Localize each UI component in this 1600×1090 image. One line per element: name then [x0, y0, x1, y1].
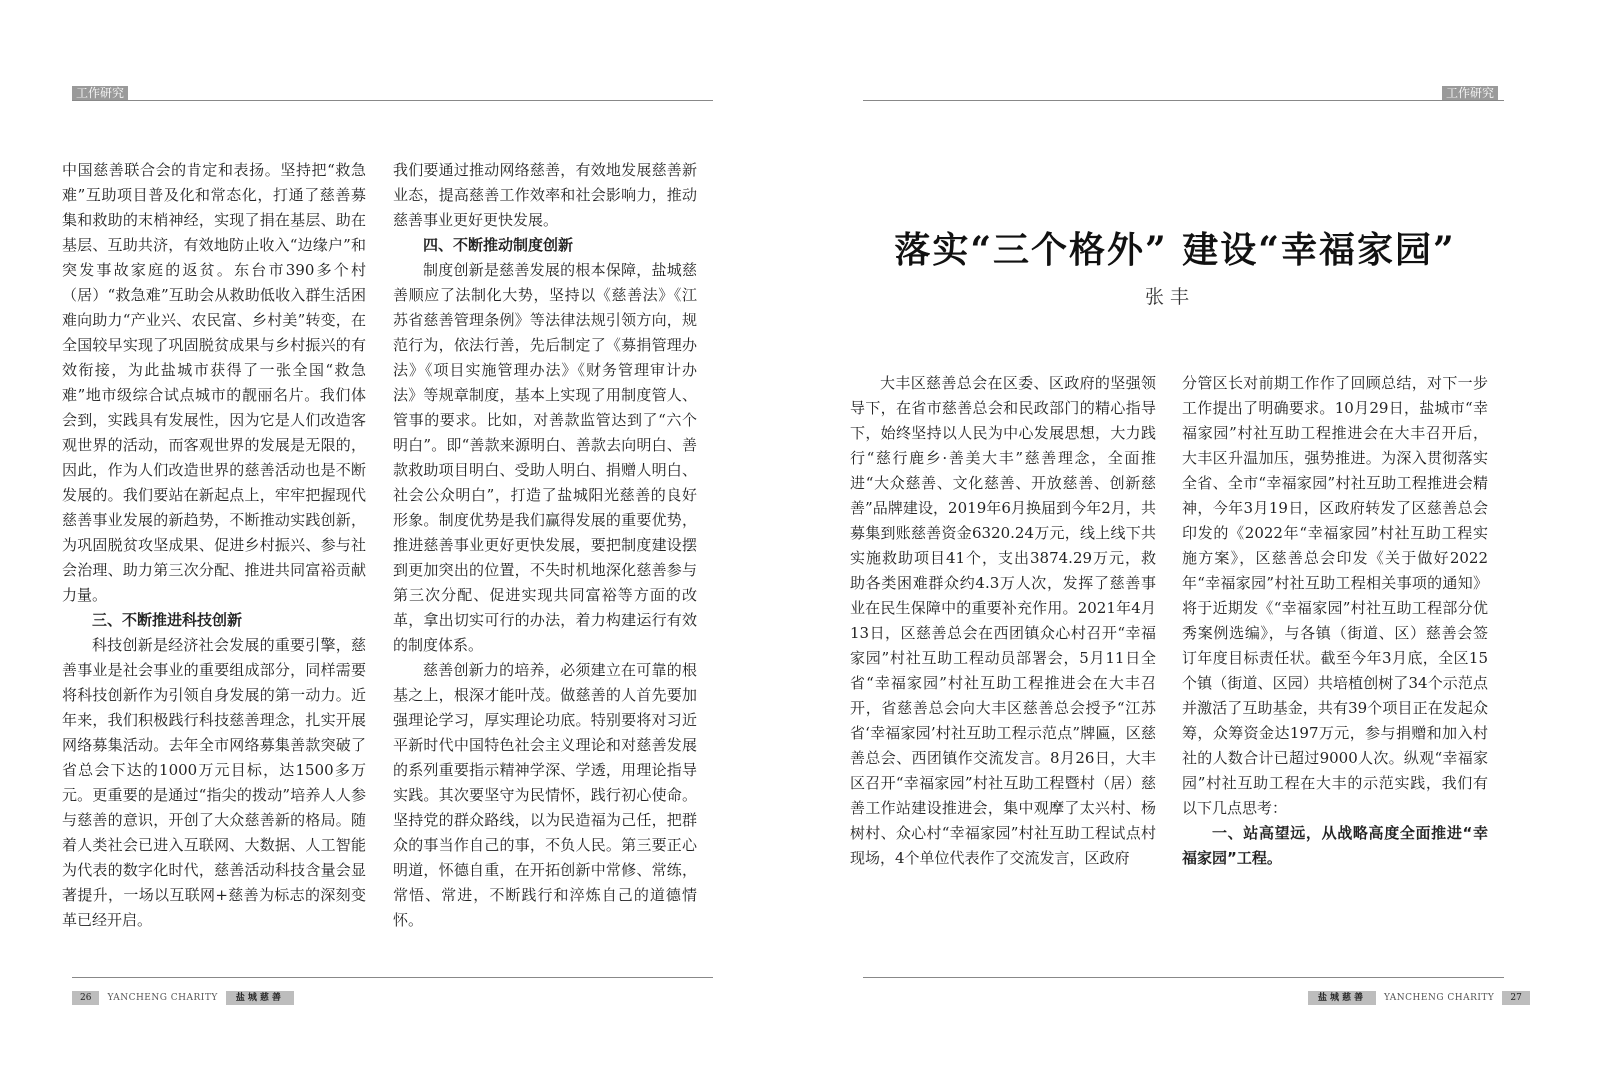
header-rule — [72, 100, 713, 101]
paragraph: 我们要通过推动网络慈善，有效地发展慈善新业态，提高慈善工作效率和社会影响力，推动慈善事业更好更快发展。 — [393, 161, 697, 229]
magazine-name-cn: 盐城慈善 — [1308, 991, 1376, 1005]
section-heading: 三、不断推进科技创新 — [92, 611, 243, 629]
footer-rule — [72, 977, 713, 978]
magazine-name-en: YANCHENG CHARITY — [107, 993, 218, 1003]
page-number: 26 — [72, 991, 99, 1005]
page-number: 27 — [1502, 991, 1529, 1005]
paragraph: 大丰区慈善总会在区委、区政府的坚强领导下，在省市慈善总会和民政部门的精心指导下，始终坚持以人民为中心发展思想，大力践行“慈行鹿乡·善美大丰”慈善理念，全面推进“大众慈善、文化慈善、开放慈善、创新慈善”品牌建设，2019年6月换届到今年2月，共募集到账慈善资金6320.24万元，线上线下共实施救助项目41个，支出3874.29万元，救助各类困难群众约4.3万人次，发挥了慈善事业在民生保障中的重要补充作用。2021年4月13日，区慈善总会在西团镇众心村召开“幸福家园”村社互助工程动员部署会，5月11日全省“幸福家园”村社互助工程推进会在大丰召开，省慈善总会向大丰区慈善总会授予“江苏省‘幸福家园’村社互助工程示范点”牌匾，区慈善总会、西团镇作交流发言。8月26日，大丰区召开“幸福家园”村社互助工程暨村（居）慈善工作站建设推进会，集中观摩了太兴村、杨树村、众心村“幸福家园”村社互助工程试点村现场，4个单位代表作了交流发言，区政府 — [850, 374, 1156, 867]
section-tag: 工作研究 — [72, 86, 128, 100]
article-title: 落实“三个格外” 建设“幸福家园” — [894, 229, 1456, 271]
footer — [72, 991, 294, 1005]
footer-rule — [863, 977, 1504, 978]
magazine-name-cn: 盐城慈善 — [226, 991, 294, 1005]
footer — [1308, 991, 1530, 1005]
paragraph: 科技创新是经济社会发展的重要引擎，慈善事业是社会事业的重要组成部分，同样需要将科技创新作为引领自身发展的第一动力。近年来，我们积极践行科技慈善理念，扎实开展网络募集活动。去年全市网络募集善款突破了省总会下达的1000万元目标，达1500多万元。更重要的是通过“指尖的拨动”培养人人参与慈善的意识，开创了大众慈善新的格局。随着人类社会已进入互联网、大数据、人工智能为代表的数字化时代，慈善活动科技含量会显著提升，一场以互联网+慈善为标志的深刻变革已经开启。 — [62, 636, 366, 929]
paragraph: 中国慈善联合会的肯定和表扬。坚持把“救急难”互助项目普及化和常态化，打通了慈善募集和救助的末梢神经，实现了捐在基层、助在基层、互助共济，有效地防止收入“边缘户”和突发事故家庭的返贫。东台市390多个村（居）“救急难”互助会从救助低收入群生活困难向助力“产业兴、农民富、乡村美”转变，在全国较早实现了巩固脱贫成果与乡村振兴的有效衔接，为此盐城市获得了一张全国“救急难”地市级综合试点城市的靓丽名片。我们体会到，实践具有发展性，因为它是人们改造客观世界的活动，而客观世界的发展是无限的，因此，作为人们改造世界的慈善活动也是不断发展的。我们要站在新起点上，牢牢把握现代慈善事业发展的新趋势，不断推动实践创新，为巩固脱贫攻坚成果、促进乡村振兴、参与社会治理、助力第三次分配、推进共同富裕贡献力量。 — [62, 161, 366, 604]
magazine-name-en: YANCHENG CHARITY — [1384, 993, 1495, 1003]
right-page — [800, 0, 1600, 1090]
left-column-1 — [62, 158, 366, 933]
section-heading: 一、站高望远，从战略高度全面推进“幸福家园”工程。 — [1182, 824, 1488, 867]
section-heading: 四、不断推动制度创新 — [423, 236, 574, 254]
right-column-2 — [1182, 371, 1488, 871]
right-column-1 — [850, 371, 1156, 871]
article-author: 张丰 — [1144, 286, 1195, 308]
section-tag: 工作研究 — [1442, 86, 1498, 100]
header-rule — [863, 100, 1504, 101]
paragraph: 制度创新是慈善发展的根本保障，盐城慈善顺应了法制化大势，坚持以《慈善法》《江苏省慈善管理条例》等法律法规引领方向，规范行为，依法行善，先后制定了《募捐管理办法》《项目实施管理办法》《财务管理审计办法》等规章制度，基本上实现了用制度管人、管事的要求。比如，对善款监管达到了“六个明白”。即“善款来源明白、善款去向明白、善款救助项目明白、受助人明白、捐赠人明白、社会公众明白”，打造了盐城阳光慈善的良好形象。制度优势是我们赢得发展的重要优势，推进慈善事业更好更快发展，要把制度建设摆到更加突出的位置，不失时机地深化慈善参与第三次分配、促进实现共同富裕等方面的改革，拿出切实可行的办法，着力构建运行有效的制度体系。 — [393, 261, 697, 654]
left-column-2 — [393, 158, 697, 933]
paragraph: 分管区长对前期工作作了回顾总结，对下一步工作提出了明确要求。10月29日，盐城市“幸福家园”村社互助工程推进会在大丰召开后，大丰区升温加压，强势推进。为深入贯彻落实全省、全市“幸福家园”村社互助工程推进会精神，今年3月19日，区政府转发了区慈善总会印发的《2022年“幸福家园”村社互助工程实施方案》，区慈善总会印发《关于做好2022年“幸福家园”村社互助工程相关事项的通知》将于近期发《“幸福家园”村社互助工程部分优秀案例选编》，与各镇（街道、区）慈善会签订年度目标责任状。截至今年3月底，全区15个镇（街道、区园）共培植创树了34个示范点并激活了互助基金，共有39个项目正在发起众筹，众筹资金达197万元，参与捐赠和加入村社的人数合计已超过9000人次。纵观“幸福家园”村社互助工程在大丰的示范实践，我们有以下几点思考： — [1182, 374, 1488, 817]
paragraph: 慈善创新力的培养，必须建立在可靠的根基之上，根深才能叶茂。做慈善的人首先要加强理论学习，厚实理论功底。特别要将对习近平新时代中国特色社会主义理论和对慈善发展的系列重要指示精神学深、学透，用理论指导实践。其次要坚守为民情怀，践行初心使命。坚持党的群众路线，以为民造福为己任，把群众的事当作自己的事，不负人民。第三要正心明道，怀德自重，在开拓创新中常修、常练，常悟、常进，不断践行和淬炼自己的道德情怀。 — [393, 661, 697, 929]
